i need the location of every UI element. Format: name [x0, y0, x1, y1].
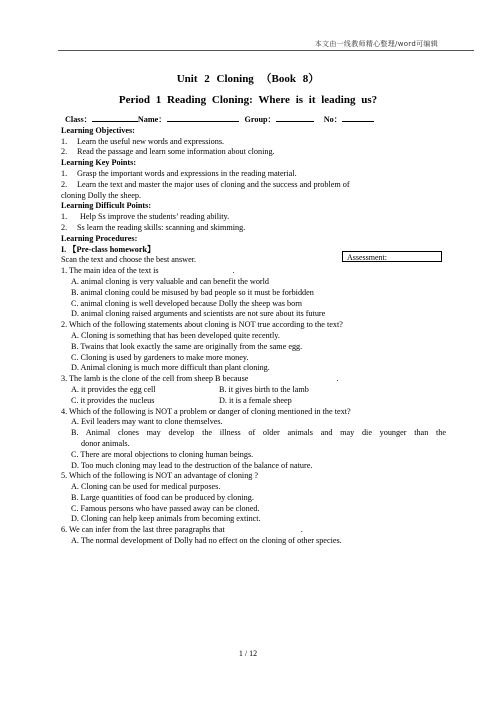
answer-option-row	[61, 396, 446, 407]
worksheet-content	[61, 114, 446, 547]
group-blank[interactable]	[276, 114, 314, 122]
objectives-heading: Learning Objectives:	[61, 125, 135, 135]
student-info-line	[61, 114, 446, 126]
answer-option[interactable]: A. animal cloning is very valuable and can benefit the world	[71, 276, 270, 286]
key-point-continuation: cloning Dolly the sheep.	[61, 190, 142, 200]
answer-option[interactable]: D. Animal cloning is much more difficult than plant cloning.	[71, 363, 270, 373]
answer-option[interactable]: C. animal cloning is well developed because Dolly the sheep was born	[71, 298, 303, 308]
no-blank[interactable]	[342, 114, 374, 122]
answer-option[interactable]: D. animal cloning raised arguments and scientists are not sure about its future	[71, 309, 326, 319]
section-title: I. 【Pre-class homework】	[61, 244, 156, 254]
class-label: Class：	[65, 115, 92, 124]
answer-option[interactable]: B. animal cloning could be misused by bad people so it must be forbidden	[71, 287, 314, 297]
question-stem: 4. Which of the following is NOT a problem or danger of cloning mentioned in the text?	[61, 406, 351, 416]
question-stem: 3. The lamb is the clone of the cell from sheep B because .	[61, 374, 339, 384]
answer-option[interactable]: B. Twains that look exactly the same are originally from the same egg.	[71, 341, 303, 351]
class-blank[interactable]	[92, 114, 138, 122]
difficult-points-heading: Learning Difficult Points:	[61, 201, 152, 211]
answer-option-row	[61, 385, 446, 396]
question-stem: 2. Which of the following statements about cloning is NOT true according to the text?	[61, 320, 343, 330]
header-rule	[58, 50, 474, 51]
difficult-point-item: 1. Help Ss improve the students’ reading ability.	[61, 212, 230, 222]
instruction-text: Scan the text and choose the best answer.	[61, 255, 197, 265]
header-note: 本文由一线教师精心整理/word可编辑	[314, 40, 438, 48]
answer-option[interactable]: A. it provides the egg cell	[71, 384, 156, 394]
group-label: Group：	[244, 115, 276, 124]
name-label: Name：	[137, 115, 167, 124]
objective-item: 1. Learn the useful new words and expressions.	[61, 136, 225, 146]
answer-option[interactable]: C. Famous persons who have passed away can be cloned.	[71, 503, 260, 513]
name-blank[interactable]	[167, 114, 239, 122]
answer-option[interactable]: D. Too much cloning may lead to the destruction of the balance of nature.	[71, 460, 313, 470]
answer-option-continuation: donor animals.	[81, 438, 130, 448]
answer-option[interactable]: B. it gives birth to the lamb	[219, 384, 309, 394]
key-point-item: 2. Learn the text and master the major uses of cloning and the success and problem of	[61, 179, 350, 189]
answer-option[interactable]: C. There are moral objections to cloning human beings.	[71, 449, 254, 459]
answer-option[interactable]: B. Large quantities of food can be produced by cloning.	[71, 492, 254, 502]
question-stem: 6. We can infer from the last three paragraphs that .	[61, 525, 303, 535]
page-subtitle: Period 1 Reading Cloning: Where is it leading us?	[118, 94, 378, 106]
answer-option[interactable]: A. Cloning is something that has been developed quite recently.	[71, 330, 280, 340]
answer-option[interactable]: A. The normal development of Dolly had no effect on the cloning of other species.	[71, 536, 342, 546]
page-number: 1 / 12	[238, 649, 258, 658]
no-label: No：	[323, 115, 342, 124]
answer-option[interactable]: C. Cloning is used by gardeners to make more money.	[71, 352, 249, 362]
question-stem: 1. The main idea of the text is .	[61, 266, 235, 276]
answer-option[interactable]: C. it provides the nucleus	[71, 395, 155, 405]
objective-item: 2. Read the passage and learn some information about cloning.	[61, 147, 275, 157]
answer-option[interactable]: A. Cloning can be used for medical purposes.	[71, 482, 221, 492]
answer-option[interactable]: B. Animal clones may develop the illness of older animals and may die younger than the	[71, 428, 446, 438]
page-title: Unit 2 Cloning （Book 8）	[176, 73, 320, 85]
answer-option[interactable]: A. Evil leaders may want to clone themselves.	[71, 417, 223, 427]
procedures-heading: Learning Procedures:	[61, 233, 138, 243]
difficult-point-item: 2. Ss learn the reading skills: scanning and skimming.	[61, 222, 246, 232]
key-point-item: 1. Grasp the important words and expressions in the reading material.	[61, 168, 297, 178]
assessment-label: Assessment:	[347, 253, 387, 262]
answer-option[interactable]: D. Cloning can help keep animals from becoming extinct.	[71, 514, 261, 524]
key-points-heading: Learning Key Points:	[61, 158, 137, 168]
question-stem: 5. Which of the following is NOT an advantage of cloning ?	[61, 471, 259, 481]
answer-option[interactable]: D. it is a female sheep	[219, 395, 292, 405]
